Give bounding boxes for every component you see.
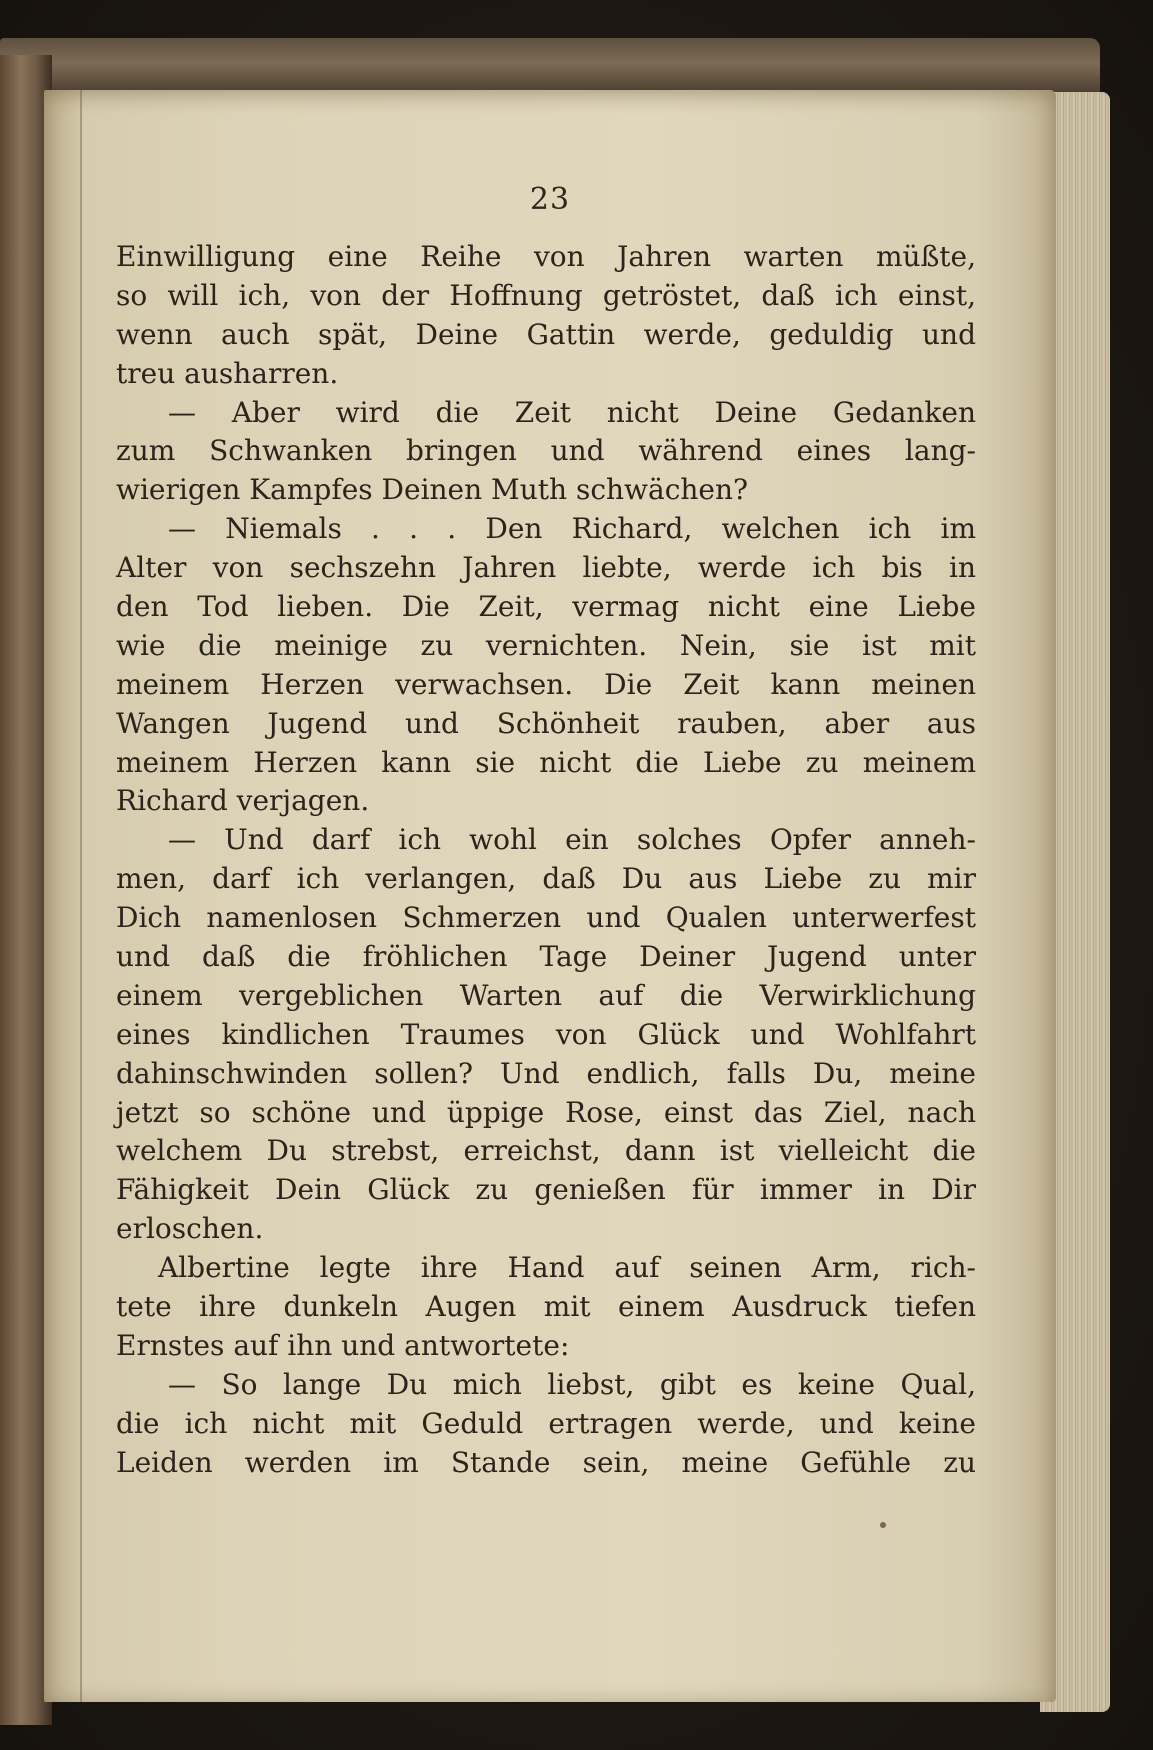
text-line: wie die meinige zu vernichten. Nein, sie ist mit [116, 628, 976, 662]
text-line: Einwilligung eine Reihe von Jahren warten müßte, [116, 240, 976, 273]
text-line: zum Schwanken bringen und während eines lang- [116, 434, 976, 468]
text-line: einem vergeblichen Warten auf die Verwirklichung [116, 978, 976, 1012]
text-line: Fähigkeit Dein Glück zu genießen für immer in Dir [116, 1173, 976, 1207]
text-line: Richard verjagen. [116, 784, 370, 818]
text-line: den Tod lieben. Die Zeit, vermag nicht eine Liebe [116, 590, 976, 624]
text-line: Leiden werden im Stande sein, meine Gefühle zu [116, 1445, 976, 1479]
text-line: — Und darf ich wohl ein solches Opfer anneh- [168, 823, 976, 857]
text-line: Dich namenlosen Schmerzen und Qualen unterwerfest [116, 901, 976, 935]
text-line: erloschen. [116, 1212, 264, 1246]
text-line: welchem Du strebst, erreichst, dann ist vielleicht die [116, 1134, 976, 1168]
text-line: tete ihre dunkeln Augen mit einem Ausdruck tiefen [116, 1290, 976, 1324]
text-line: Wangen Jugend und Schönheit rauben, aber aus [116, 706, 976, 740]
text-line: Albertine legte ihre Hand auf seinen Arm, rich- [158, 1251, 976, 1285]
text-line: meinem Herzen kann sie nicht die Liebe zu meinem [116, 745, 976, 779]
text-line: dahinschwinden sollen? Und endlich, falls Du, meine [116, 1056, 976, 1090]
text-line: Alter von sechszehn Jahren liebte, werde ich bis in [116, 551, 976, 585]
text-line: men, darf ich verlangen, daß Du aus Liebe zu mir [116, 862, 976, 896]
text-line: treu ausharren. [116, 356, 339, 390]
text-line: eines kindlichen Traumes von Glück und Wohlfahrt [116, 1017, 976, 1051]
text-line: Ernstes auf ihn und antwortete: [116, 1328, 570, 1362]
text-line: — Niemals . . . Den Richard, welchen ich im [168, 512, 976, 546]
text-line: wenn auch spät, Deine Gattin werde, geduldig und [116, 317, 976, 351]
text-line: wierigen Kampfes Deinen Muth schwächen? [116, 473, 749, 507]
page-number: 23 [529, 182, 571, 217]
text-line: — So lange Du mich liebst, gibt es keine Qual, [168, 1367, 976, 1401]
text-line: so will ich, von der Hoffnung getröstet, daß ich einst, [116, 278, 976, 312]
text-line: meinem Herzen verwachsen. Die Zeit kann meinen [116, 667, 976, 701]
body-text [116, 238, 976, 1483]
book-page [44, 90, 1056, 1702]
paper-speck [880, 1522, 886, 1528]
book-cover-top [0, 38, 1100, 94]
gutter-line [80, 90, 82, 1702]
text-line: — Aber wird die Zeit nicht Deine Gedanken [168, 395, 976, 429]
text-line: jetzt so schöne und üppige Rose, einst das Ziel, nach [116, 1095, 976, 1129]
text-line: die ich nicht mit Geduld ertragen werde, und keine [116, 1406, 976, 1440]
text-line: und daß die fröhlichen Tage Deiner Jugend unter [116, 940, 976, 974]
